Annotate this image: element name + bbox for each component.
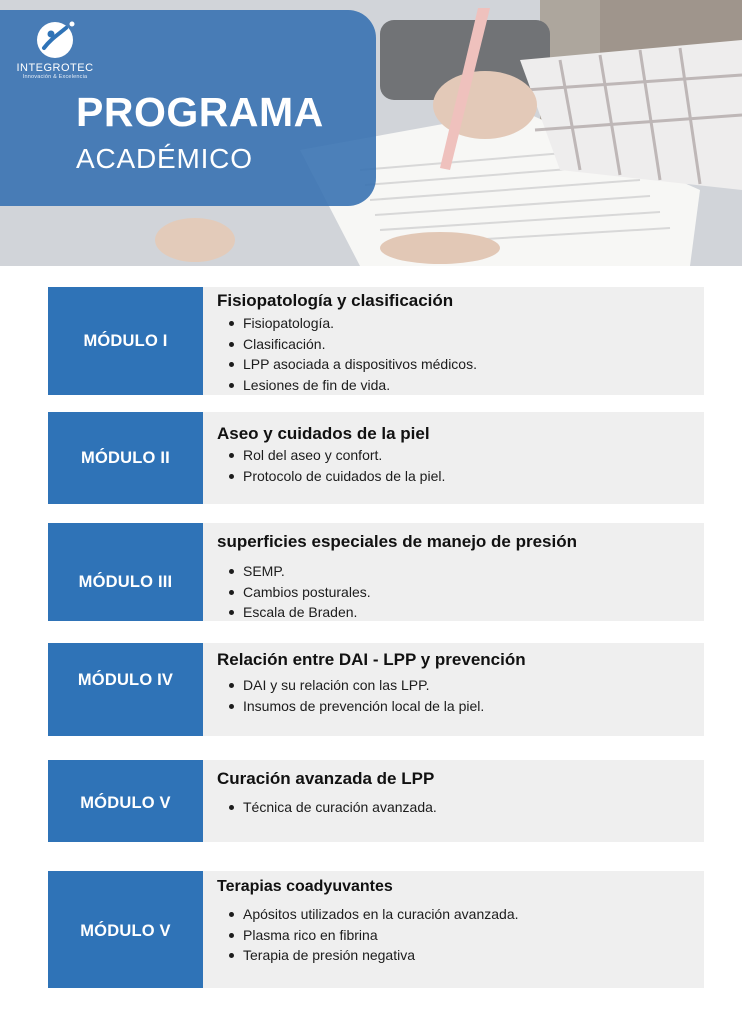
module-topic: DAI y su relación con las LPP. <box>227 675 484 696</box>
module-title: Terapias coadyuvantes <box>217 878 393 895</box>
module-topic-list <box>227 797 437 818</box>
module-topic: Rol del aseo y confort. <box>227 445 445 466</box>
hero-banner <box>0 0 742 266</box>
module-card <box>48 287 704 395</box>
module-topic: Apósitos utilizados en la curación avanzada. <box>227 904 519 925</box>
module-topic: Protocolo de cuidados de la piel. <box>227 466 445 487</box>
module-content <box>203 760 704 842</box>
module-topic-list <box>227 675 484 716</box>
module-card <box>48 412 704 504</box>
module-content <box>203 643 704 736</box>
module-topic: Técnica de curación avanzada. <box>227 797 437 818</box>
brand-logo <box>10 18 100 80</box>
module-label: MÓDULO V <box>48 760 203 842</box>
module-title: Aseo y cuidados de la piel <box>217 424 430 443</box>
module-card <box>48 643 704 736</box>
module-topic-list <box>227 561 371 623</box>
module-topic: Lesiones de fin de vida. <box>227 375 477 396</box>
module-title: Relación entre DAI - LPP y prevención <box>217 650 526 669</box>
module-topic-list <box>227 445 445 486</box>
module-topic: Insumos de prevención local de la piel. <box>227 696 484 717</box>
module-label: MÓDULO V <box>48 871 203 988</box>
module-topic: SEMP. <box>227 561 371 582</box>
module-content <box>203 412 704 504</box>
page-title: PROGRAMA <box>76 89 324 135</box>
module-topic: Plasma rico en fibrina <box>227 925 519 946</box>
brand-name: INTEGROTEC <box>16 62 94 74</box>
module-label: MÓDULO III <box>48 523 203 621</box>
module-title: superficies especiales de manejo de presión <box>217 532 577 551</box>
module-card <box>48 760 704 842</box>
page-subtitle: ACADÉMICO <box>76 143 253 174</box>
module-card <box>48 523 704 621</box>
module-topic-list <box>227 313 477 395</box>
logo-icon <box>32 18 78 60</box>
module-topic: LPP asociada a dispositivos médicos. <box>227 354 477 375</box>
module-topic: Fisiopatología. <box>227 313 477 334</box>
module-title: Fisiopatología y clasificación <box>217 291 454 310</box>
module-label: MÓDULO IV <box>48 643 203 736</box>
module-topic: Clasificación. <box>227 334 477 355</box>
module-content <box>203 287 704 395</box>
module-label: MÓDULO I <box>48 287 203 395</box>
module-content <box>203 871 704 988</box>
module-topic: Cambios posturales. <box>227 582 371 603</box>
module-topic-list <box>227 904 519 966</box>
module-title: Curación avanzada de LPP <box>217 769 435 788</box>
brand-tagline: Innovación & Excelencia <box>22 74 88 80</box>
module-topic: Escala de Braden. <box>227 602 371 623</box>
module-topic: Terapia de presión negativa <box>227 945 519 966</box>
module-card <box>48 871 704 988</box>
module-content <box>203 523 704 621</box>
module-label: MÓDULO II <box>48 412 203 504</box>
